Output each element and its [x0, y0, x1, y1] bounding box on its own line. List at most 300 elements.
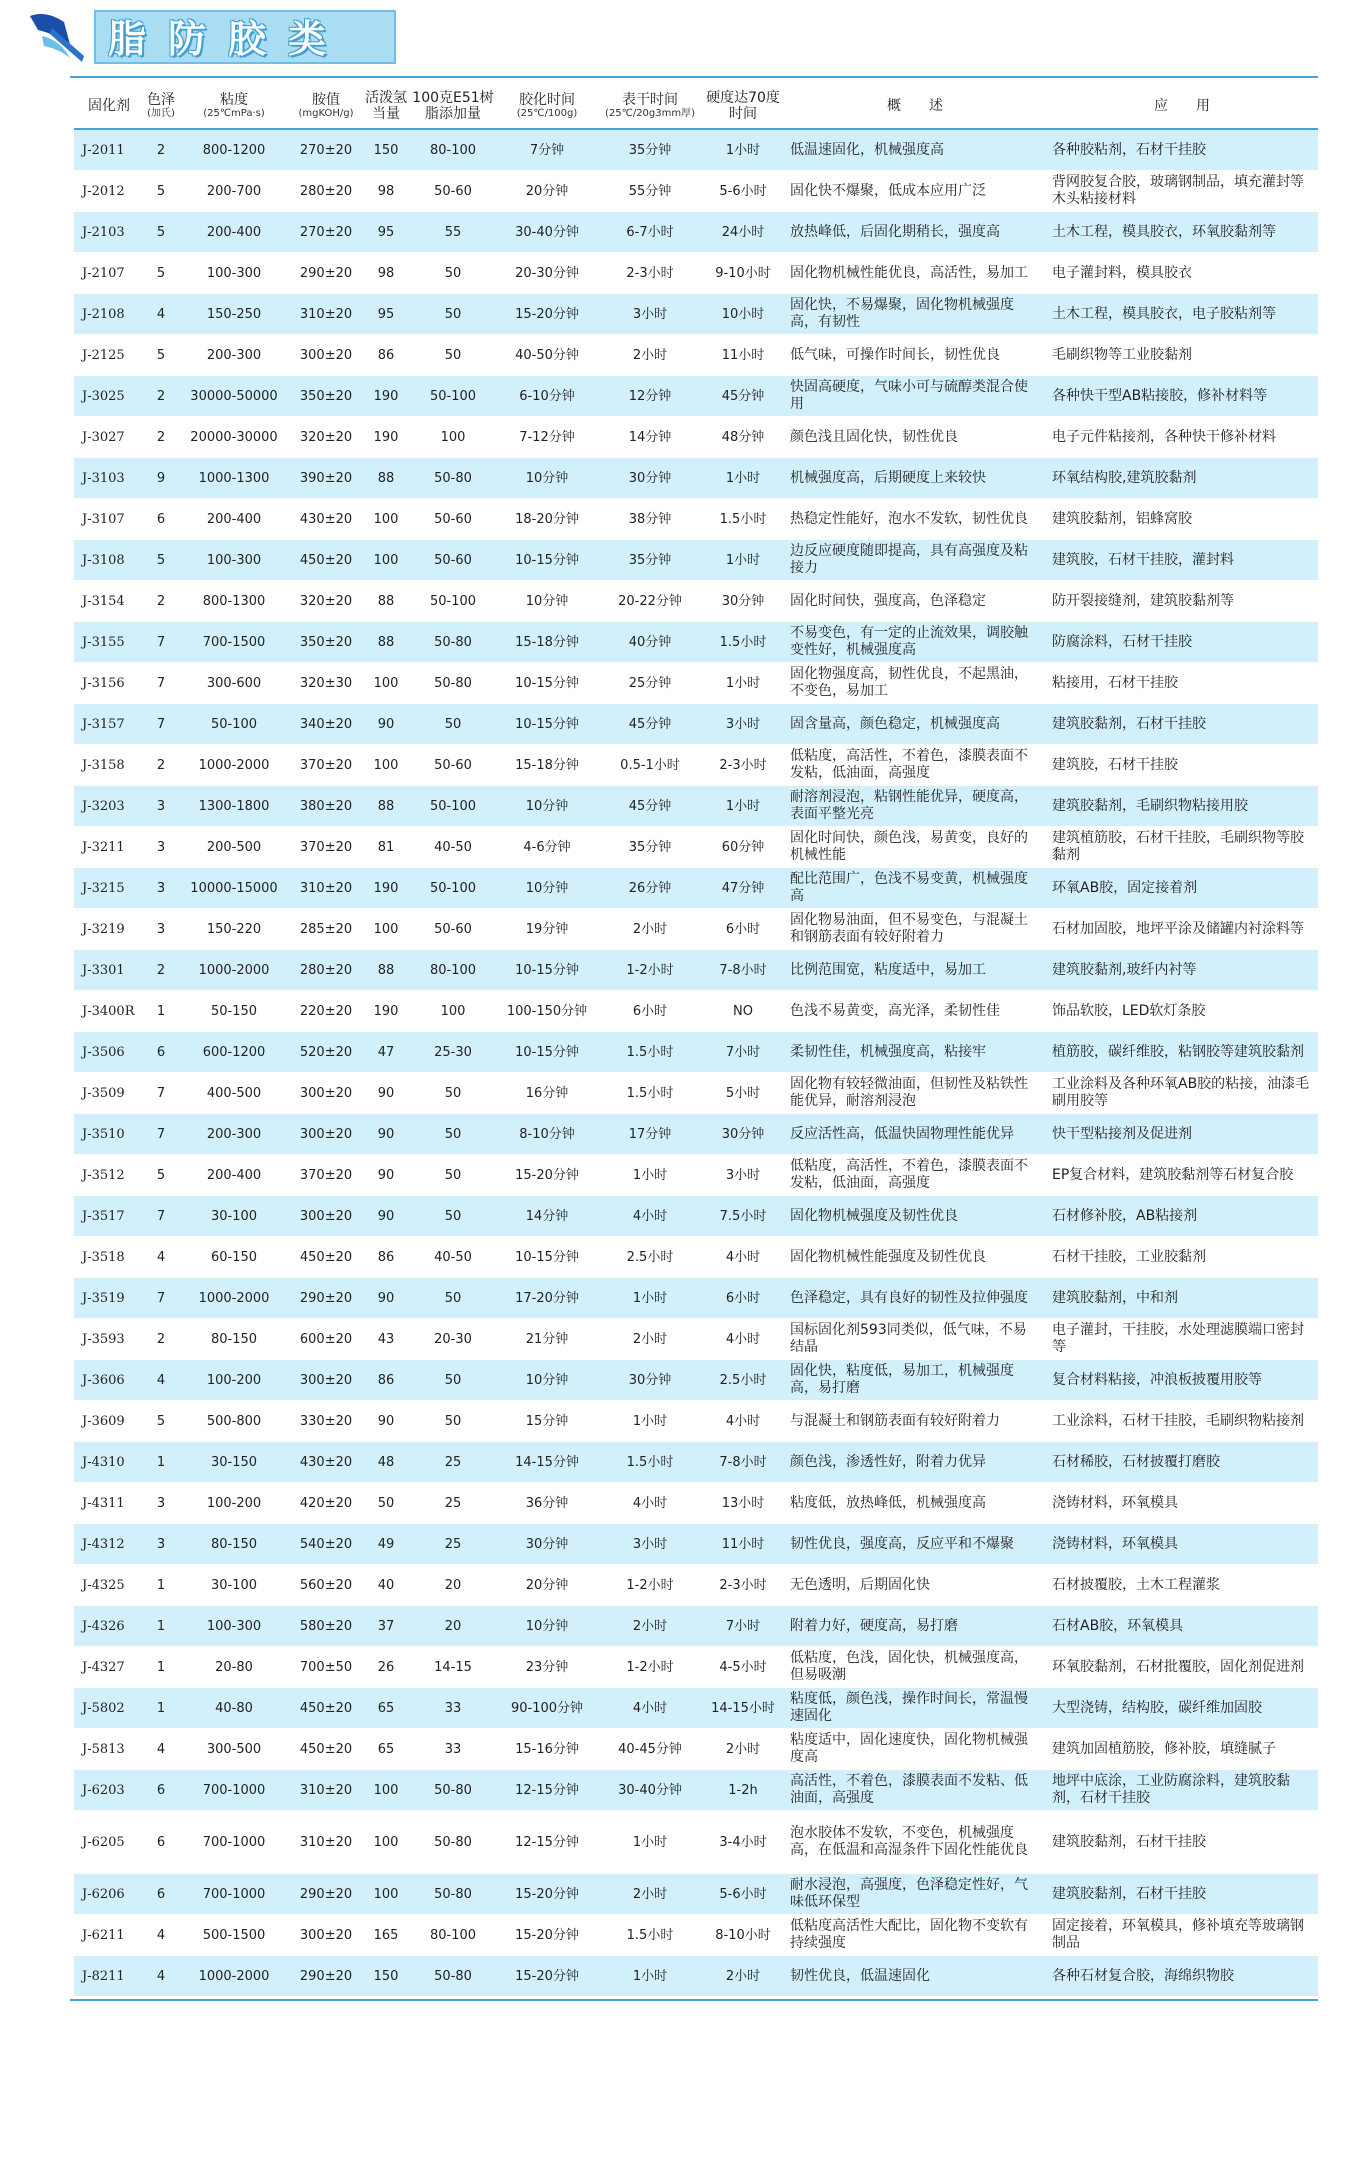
cell-active-hydrogen: 95: [362, 212, 410, 253]
cell-viscosity: 30-100: [178, 1565, 290, 1606]
cell-application: 建筑胶黏剂，石材干挂胶: [1046, 1811, 1318, 1874]
cell-hardness-time: 6小时: [702, 1278, 784, 1319]
column-header: [362, 84, 410, 129]
cell-description: 颜色浅且固化快，韧性优良: [784, 417, 1046, 458]
cell-hardness-time: 30分钟: [702, 581, 784, 622]
table-row: [74, 294, 1318, 335]
cell-color-value: 1: [144, 1565, 178, 1606]
cell-product-code: J-4311: [74, 1483, 144, 1524]
cell-hardness-time: 5小时: [702, 1073, 784, 1114]
cell-description: 边反应硬度随即提高，具有高强度及粘接力: [784, 540, 1046, 581]
cell-product-code: J-3215: [74, 868, 144, 909]
cell-viscosity: 40-80: [178, 1688, 290, 1729]
cell-application: 电子元件粘接剂，各种快干修补材料: [1046, 417, 1318, 458]
cell-active-hydrogen: 47: [362, 1032, 410, 1073]
cell-application: 工业涂料及各种环氧AB胶的粘接，油漆毛刷用胶等: [1046, 1073, 1318, 1114]
cell-hardness-time: 2-3小时: [702, 1565, 784, 1606]
table-row: [74, 1915, 1318, 1956]
cell-description: 耐水浸泡，高强度，色泽稳定性好，气味低环保型: [784, 1874, 1046, 1915]
cell-color-value: 3: [144, 868, 178, 909]
cell-description: 配比范围广，色浅不易变黄，机械强度高: [784, 868, 1046, 909]
cell-product-code: J-3211: [74, 827, 144, 868]
cell-amine-value: 290±20: [290, 1956, 362, 1997]
column-header: [784, 84, 1046, 129]
cell-color-value: 4: [144, 1956, 178, 1997]
cell-color-value: 5: [144, 540, 178, 581]
table-row: [74, 581, 1318, 622]
cell-gel-time: 16分钟: [496, 1073, 598, 1114]
column-header-label: 硬度达70度时间: [706, 90, 780, 122]
cell-color-value: 6: [144, 1032, 178, 1073]
cell-gel-time: 30分钟: [496, 1524, 598, 1565]
cell-active-hydrogen: 100: [362, 909, 410, 950]
cell-description: 放热峰低，后固化期稍长，强度高: [784, 212, 1046, 253]
table-row: [74, 950, 1318, 991]
cell-resin-dosage: 50-80: [410, 1811, 496, 1874]
cell-product-code: J-3158: [74, 745, 144, 786]
cell-description: 固化物机械强度及韧性优良: [784, 1196, 1046, 1237]
cell-viscosity: 10000-15000: [178, 868, 290, 909]
cell-product-code: J-3510: [74, 1114, 144, 1155]
table-row: [74, 663, 1318, 704]
cell-product-code: J-3203: [74, 786, 144, 827]
cell-hardness-time: 1.5小时: [702, 499, 784, 540]
cell-gel-time: 30-40分钟: [496, 212, 598, 253]
cell-color-value: 3: [144, 1483, 178, 1524]
cell-hardness-time: 1小时: [702, 129, 784, 171]
cell-gel-time: 19分钟: [496, 909, 598, 950]
cell-color-value: 7: [144, 1196, 178, 1237]
cell-active-hydrogen: 100: [362, 1770, 410, 1811]
cell-viscosity: 80-150: [178, 1319, 290, 1360]
cell-application: 快干型粘接剂及促进剂: [1046, 1114, 1318, 1155]
top-divider: [70, 76, 1318, 78]
cell-application: 毛刷织物等工业胶黏剂: [1046, 335, 1318, 376]
cell-description: 与混凝土和钢筋表面有较好附着力: [784, 1401, 1046, 1442]
cell-description: 颜色浅，渗透性好，附着力优异: [784, 1442, 1046, 1483]
cell-gel-time: 14-15分钟: [496, 1442, 598, 1483]
cell-surface-dry-time: 1小时: [598, 1401, 702, 1442]
cell-amine-value: 350±20: [290, 622, 362, 663]
cell-amine-value: 560±20: [290, 1565, 362, 1606]
cell-resin-dosage: 50-80: [410, 1770, 496, 1811]
cell-color-value: 7: [144, 704, 178, 745]
cell-amine-value: 380±20: [290, 786, 362, 827]
cell-application: 建筑胶黏剂，中和剂: [1046, 1278, 1318, 1319]
cell-description: 粘度适中，固化速度快，固化物机械强度高: [784, 1729, 1046, 1770]
cell-amine-value: 290±20: [290, 253, 362, 294]
cell-gel-time: 23分钟: [496, 1647, 598, 1688]
cell-amine-value: 600±20: [290, 1319, 362, 1360]
cell-active-hydrogen: 100: [362, 745, 410, 786]
cell-product-code: J-4327: [74, 1647, 144, 1688]
cell-active-hydrogen: 88: [362, 622, 410, 663]
cell-product-code: J-3154: [74, 581, 144, 622]
cell-product-code: J-3301: [74, 950, 144, 991]
column-header: [410, 84, 496, 129]
cell-active-hydrogen: 165: [362, 1915, 410, 1956]
cell-hardness-time: 11小时: [702, 1524, 784, 1565]
table-row: [74, 1032, 1318, 1073]
cell-product-code: J-4310: [74, 1442, 144, 1483]
cell-active-hydrogen: 49: [362, 1524, 410, 1565]
cell-gel-time: 15-18分钟: [496, 745, 598, 786]
cell-color-value: 2: [144, 417, 178, 458]
cell-application: 防腐涂料，石材干挂胶: [1046, 622, 1318, 663]
table-row: [74, 1442, 1318, 1483]
cell-application: 建筑胶黏剂，石材干挂胶: [1046, 704, 1318, 745]
column-header-label: 固化剂: [88, 98, 130, 114]
cell-amine-value: 290±20: [290, 1278, 362, 1319]
cell-amine-value: 300±20: [290, 335, 362, 376]
cell-viscosity: 20000-30000: [178, 417, 290, 458]
cell-application: 建筑胶黏剂,玻纤内衬等: [1046, 950, 1318, 991]
cell-surface-dry-time: 14分钟: [598, 417, 702, 458]
cell-gel-time: 10分钟: [496, 1360, 598, 1401]
cell-resin-dosage: 50: [410, 704, 496, 745]
cell-color-value: 4: [144, 1237, 178, 1278]
column-header: [1046, 84, 1318, 129]
cell-resin-dosage: 50: [410, 1401, 496, 1442]
cell-active-hydrogen: 90: [362, 1155, 410, 1196]
table-row: [74, 622, 1318, 663]
cell-color-value: 7: [144, 622, 178, 663]
table-row: [74, 704, 1318, 745]
cell-color-value: 6: [144, 499, 178, 540]
cell-gel-time: 15-20分钟: [496, 1956, 598, 1997]
cell-gel-time: 20分钟: [496, 171, 598, 212]
cell-application: 石材修补胶，AB粘接剂: [1046, 1196, 1318, 1237]
cell-hardness-time: 7小时: [702, 1606, 784, 1647]
cell-surface-dry-time: 17分钟: [598, 1114, 702, 1155]
table-row: [74, 1647, 1318, 1688]
cell-application: 建筑胶，石材干挂胶: [1046, 745, 1318, 786]
table-row: [74, 868, 1318, 909]
cell-surface-dry-time: 12分钟: [598, 376, 702, 417]
cell-hardness-time: 6小时: [702, 909, 784, 950]
cell-product-code: J-4325: [74, 1565, 144, 1606]
cell-gel-time: 7-12分钟: [496, 417, 598, 458]
table-row: [74, 458, 1318, 499]
cell-amine-value: 430±20: [290, 499, 362, 540]
cell-surface-dry-time: 2小时: [598, 1606, 702, 1647]
cell-hardness-time: 30分钟: [702, 1114, 784, 1155]
column-header-label: 胺值: [312, 92, 340, 108]
cell-gel-time: 10-15分钟: [496, 663, 598, 704]
table-row: [74, 1360, 1318, 1401]
cell-gel-time: 6-10分钟: [496, 376, 598, 417]
cell-viscosity: 1000-1300: [178, 458, 290, 499]
cell-active-hydrogen: 150: [362, 129, 410, 171]
cell-product-code: J-5813: [74, 1729, 144, 1770]
cell-amine-value: 450±20: [290, 1688, 362, 1729]
cell-surface-dry-time: 1小时: [598, 1956, 702, 1997]
cell-product-code: J-3157: [74, 704, 144, 745]
cell-active-hydrogen: 100: [362, 663, 410, 704]
cell-application: 环氧AB胶，固定接着剂: [1046, 868, 1318, 909]
hardener-table: [74, 84, 1318, 1997]
cell-gel-time: 15-20分钟: [496, 1874, 598, 1915]
cell-viscosity: 100-200: [178, 1360, 290, 1401]
cell-application: 大型浇铸，结构胶，碳纤维加固胶: [1046, 1688, 1318, 1729]
cell-color-value: 5: [144, 335, 178, 376]
cell-color-value: 4: [144, 294, 178, 335]
cell-product-code: J-4326: [74, 1606, 144, 1647]
cell-viscosity: 1000-2000: [178, 1956, 290, 1997]
cell-surface-dry-time: 1小时: [598, 1155, 702, 1196]
cell-resin-dosage: 40-50: [410, 827, 496, 868]
cell-viscosity: 200-400: [178, 499, 290, 540]
cell-color-value: 1: [144, 1647, 178, 1688]
cell-description: 固化物机械性能优良，高活性，易加工: [784, 253, 1046, 294]
cell-resin-dosage: 25-30: [410, 1032, 496, 1073]
cell-color-value: 3: [144, 827, 178, 868]
cell-product-code: J-3512: [74, 1155, 144, 1196]
cell-viscosity: 500-800: [178, 1401, 290, 1442]
cell-product-code: J-2103: [74, 212, 144, 253]
cell-amine-value: 285±20: [290, 909, 362, 950]
table-row: [74, 499, 1318, 540]
cell-hardness-time: 1.5小时: [702, 622, 784, 663]
table-row: [74, 171, 1318, 212]
cell-product-code: J-3606: [74, 1360, 144, 1401]
cell-product-code: J-3518: [74, 1237, 144, 1278]
cell-gel-time: 36分钟: [496, 1483, 598, 1524]
cell-color-value: 3: [144, 786, 178, 827]
cell-surface-dry-time: 35分钟: [598, 827, 702, 868]
cell-description: 不易变色，有一定的止流效果，调胶触变性好，机械强度高: [784, 622, 1046, 663]
cell-active-hydrogen: 86: [362, 1237, 410, 1278]
cell-viscosity: 60-150: [178, 1237, 290, 1278]
cell-amine-value: 430±20: [290, 1442, 362, 1483]
table-row: [74, 827, 1318, 868]
cell-resin-dosage: 50-60: [410, 540, 496, 581]
cell-surface-dry-time: 26分钟: [598, 868, 702, 909]
cell-gel-time: 15-16分钟: [496, 1729, 598, 1770]
table-row: [74, 1874, 1318, 1915]
cell-viscosity: 500-1500: [178, 1915, 290, 1956]
cell-description: 固含量高，颜色稳定，机械强度高: [784, 704, 1046, 745]
cell-gel-time: 10-15分钟: [496, 1032, 598, 1073]
cell-application: 土木工程，模具胶衣，环氧胶黏剂等: [1046, 212, 1318, 253]
cell-color-value: 3: [144, 1524, 178, 1565]
cell-amine-value: 520±20: [290, 1032, 362, 1073]
cell-description: 快固高硬度，气味小可与硫醇类混合使用: [784, 376, 1046, 417]
cell-description: 固化物易油面，但不易变色，与混凝土和钢筋表面有较好附着力: [784, 909, 1046, 950]
cell-viscosity: 1000-2000: [178, 950, 290, 991]
cell-resin-dosage: 50-100: [410, 868, 496, 909]
cell-product-code: J-3156: [74, 663, 144, 704]
cell-product-code: J-6211: [74, 1915, 144, 1956]
cell-surface-dry-time: 35分钟: [598, 540, 702, 581]
cell-surface-dry-time: 40-45分钟: [598, 1729, 702, 1770]
column-header-label: 活泼氢当量: [365, 90, 407, 122]
cell-hardness-time: 7.5小时: [702, 1196, 784, 1237]
cell-description: 国标固化剂593同类似，低气味，不易结晶: [784, 1319, 1046, 1360]
cell-amine-value: 580±20: [290, 1606, 362, 1647]
cell-surface-dry-time: 3小时: [598, 294, 702, 335]
cell-color-value: 1: [144, 1442, 178, 1483]
column-header: [74, 84, 144, 129]
cell-active-hydrogen: 88: [362, 950, 410, 991]
column-header-unit: (25℃mPa·s): [203, 108, 265, 119]
table-row: [74, 1483, 1318, 1524]
cell-resin-dosage: 80-100: [410, 950, 496, 991]
column-header: [598, 84, 702, 129]
table-row: [74, 540, 1318, 581]
table-header-row: [74, 84, 1318, 129]
cell-description: 固化快不爆聚，低成本应用广泛: [784, 171, 1046, 212]
cell-gel-time: 12-15分钟: [496, 1811, 598, 1874]
cell-amine-value: 300±20: [290, 1073, 362, 1114]
cell-surface-dry-time: 1.5小时: [598, 1073, 702, 1114]
cell-hardness-time: 14-15小时: [702, 1688, 784, 1729]
cell-application: 浇铸材料，环氧模具: [1046, 1524, 1318, 1565]
table-row: [74, 1319, 1318, 1360]
cell-hardness-time: 9-10小时: [702, 253, 784, 294]
cell-active-hydrogen: 88: [362, 581, 410, 622]
cell-viscosity: 700-1000: [178, 1874, 290, 1915]
cell-description: 固化快，粘度低，易加工，机械强度高，易打磨: [784, 1360, 1046, 1401]
cell-viscosity: 20-80: [178, 1647, 290, 1688]
cell-active-hydrogen: 100: [362, 1874, 410, 1915]
cell-application: 固定接着，环氧模具，修补填充等玻璃钢制品: [1046, 1915, 1318, 1956]
cell-resin-dosage: 50-100: [410, 581, 496, 622]
cell-color-value: 7: [144, 1073, 178, 1114]
cell-color-value: 5: [144, 253, 178, 294]
cell-product-code: J-3107: [74, 499, 144, 540]
cell-amine-value: 700±50: [290, 1647, 362, 1688]
column-header-unit: (25℃/100g): [516, 108, 578, 119]
cell-active-hydrogen: 90: [362, 704, 410, 745]
cell-gel-time: 17-20分钟: [496, 1278, 598, 1319]
cell-application: 石材披覆胶，土木工程灌浆: [1046, 1565, 1318, 1606]
cell-product-code: J-3027: [74, 417, 144, 458]
cell-viscosity: 1000-2000: [178, 1278, 290, 1319]
cell-active-hydrogen: 48: [362, 1442, 410, 1483]
column-header-unit: (mgKOH/g): [298, 108, 354, 119]
cell-hardness-time: 11小时: [702, 335, 784, 376]
cell-product-code: J-3519: [74, 1278, 144, 1319]
cell-viscosity: 150-250: [178, 294, 290, 335]
table-row: [74, 1688, 1318, 1729]
cell-amine-value: 540±20: [290, 1524, 362, 1565]
column-header-label: 胶化时间: [519, 92, 575, 108]
cell-amine-value: 350±20: [290, 376, 362, 417]
cell-color-value: 2: [144, 745, 178, 786]
cell-hardness-time: 47分钟: [702, 868, 784, 909]
cell-resin-dosage: 25: [410, 1442, 496, 1483]
cell-resin-dosage: 50: [410, 1196, 496, 1237]
table-row: [74, 909, 1318, 950]
table-row: [74, 335, 1318, 376]
cell-application: 背网胶复合胶，玻璃钢制品，填充灌封等木头粘接材料: [1046, 171, 1318, 212]
cell-color-value: 1: [144, 1606, 178, 1647]
cell-amine-value: 420±20: [290, 1483, 362, 1524]
cell-product-code: J-8211: [74, 1956, 144, 1997]
cell-surface-dry-time: 40分钟: [598, 622, 702, 663]
table-row: [74, 1606, 1318, 1647]
cell-product-code: J-3155: [74, 622, 144, 663]
cell-amine-value: 280±20: [290, 950, 362, 991]
cell-product-code: J-3517: [74, 1196, 144, 1237]
cell-description: 固化时间快，颜色浅，易黄变，良好的机械性能: [784, 827, 1046, 868]
cell-application: 地坪中底涂，工业防腐涂料，建筑胶黏剂，石材干挂胶: [1046, 1770, 1318, 1811]
cell-application: 环氧结构胶,建筑胶黏剂: [1046, 458, 1318, 499]
cell-color-value: 2: [144, 129, 178, 171]
column-header: [144, 84, 178, 129]
cell-amine-value: 330±20: [290, 1401, 362, 1442]
title-box: [94, 10, 396, 64]
cell-amine-value: 390±20: [290, 458, 362, 499]
cell-hardness-time: 3-4小时: [702, 1811, 784, 1874]
cell-color-value: 5: [144, 1155, 178, 1196]
cell-application: 建筑植筋胶，石材干挂胶，毛刷织物等胶黏剂: [1046, 827, 1318, 868]
cell-active-hydrogen: 90: [362, 1278, 410, 1319]
cell-hardness-time: 7-8小时: [702, 950, 784, 991]
cell-gel-time: 15-20分钟: [496, 1915, 598, 1956]
cell-viscosity: 200-300: [178, 1114, 290, 1155]
cell-amine-value: 290±20: [290, 1874, 362, 1915]
cell-gel-time: 8-10分钟: [496, 1114, 598, 1155]
cell-application: 各种快干型AB粘接胶，修补材料等: [1046, 376, 1318, 417]
cell-gel-time: 15分钟: [496, 1401, 598, 1442]
cell-active-hydrogen: 65: [362, 1729, 410, 1770]
cell-active-hydrogen: 40: [362, 1565, 410, 1606]
cell-viscosity: 700-1500: [178, 622, 290, 663]
cell-hardness-time: 1小时: [702, 786, 784, 827]
cell-product-code: J-3400R: [74, 991, 144, 1032]
cell-product-code: J-3219: [74, 909, 144, 950]
cell-amine-value: 370±20: [290, 1155, 362, 1196]
cell-amine-value: 450±20: [290, 540, 362, 581]
table-row: [74, 991, 1318, 1032]
cell-hardness-time: 2小时: [702, 1729, 784, 1770]
cell-viscosity: 400-500: [178, 1073, 290, 1114]
cell-active-hydrogen: 90: [362, 1196, 410, 1237]
cell-product-code: J-2107: [74, 253, 144, 294]
cell-viscosity: 50-150: [178, 991, 290, 1032]
cell-product-code: J-3108: [74, 540, 144, 581]
cell-color-value: 7: [144, 663, 178, 704]
cell-amine-value: 310±20: [290, 868, 362, 909]
cell-surface-dry-time: 4小时: [598, 1196, 702, 1237]
cell-color-value: 7: [144, 1114, 178, 1155]
cell-viscosity: 100-200: [178, 1483, 290, 1524]
cell-amine-value: 270±20: [290, 212, 362, 253]
cell-gel-time: 7分钟: [496, 129, 598, 171]
table-row: [74, 786, 1318, 827]
table-row: [74, 212, 1318, 253]
cell-resin-dosage: 50: [410, 1360, 496, 1401]
cell-surface-dry-time: 55分钟: [598, 171, 702, 212]
cell-hardness-time: 4-5小时: [702, 1647, 784, 1688]
table-row: [74, 129, 1318, 171]
cell-color-value: 2: [144, 950, 178, 991]
cell-gel-time: 10-15分钟: [496, 1237, 598, 1278]
table-row: [74, 1770, 1318, 1811]
cell-description: 低粘度，高活性，不着色，漆膜表面不发粘，低油面，高强度: [784, 1155, 1046, 1196]
cell-viscosity: 50-100: [178, 704, 290, 745]
cell-amine-value: 300±20: [290, 1360, 362, 1401]
column-header-label: 概 述: [887, 98, 943, 114]
cell-hardness-time: 5-6小时: [702, 171, 784, 212]
cell-active-hydrogen: 190: [362, 417, 410, 458]
cell-color-value: 5: [144, 1401, 178, 1442]
cell-description: 固化物强度高，韧性优良，不起黑油，不变色，易加工: [784, 663, 1046, 704]
cell-active-hydrogen: 98: [362, 171, 410, 212]
cell-viscosity: 300-600: [178, 663, 290, 704]
